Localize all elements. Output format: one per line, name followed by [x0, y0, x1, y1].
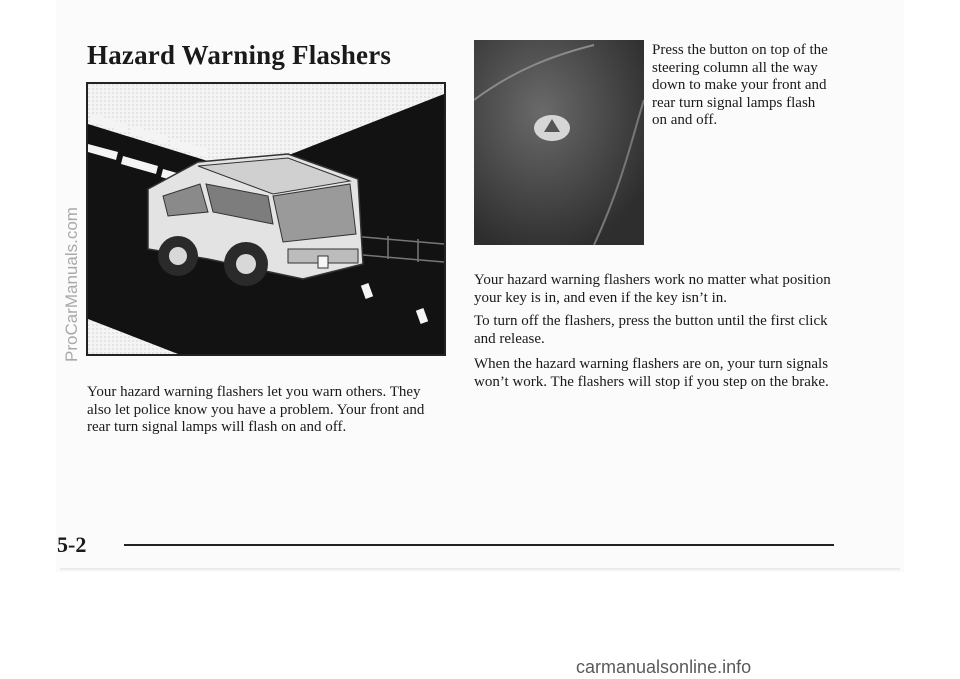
key-position-paragraph: Your hazard warning flashers work no matter what position your key is in, and even if the key isn’t in.: [474, 272, 831, 306]
suv-on-road-drawing: [88, 84, 444, 354]
footer-watermark: carmanualsonline.info: [576, 657, 752, 677]
footer-rule: [124, 544, 834, 546]
brake-note-paragraph: When the hazard warning flashers are on, your turn signals won’t work. The flashers will stop if you step on the brake.: [474, 356, 829, 390]
page-edge-shadow: [60, 568, 900, 572]
hazard-button-photo: [474, 40, 644, 245]
flashers-intro-paragraph: Your hazard warning flashers let you warn others. They also let police know you have a problem. Your front and rear turn signal lamps will flash on and off.: [87, 384, 425, 435]
turn-off-paragraph: To turn off the flashers, press the button until the first click and release.: [474, 313, 828, 347]
page-number: 5-2: [57, 532, 87, 557]
button-instruction-caption: Press the button on top of the steering column all the way down to make your front and rear turn signal lamps flash on and off.: [652, 42, 828, 128]
side-watermark: ProCarManuals.com: [62, 207, 81, 362]
page-title: Hazard Warning Flashers: [87, 40, 392, 70]
hazard-button-drawing: [474, 40, 644, 245]
suv-on-road-illustration: [86, 82, 446, 356]
suv-vehicle: [148, 154, 363, 286]
